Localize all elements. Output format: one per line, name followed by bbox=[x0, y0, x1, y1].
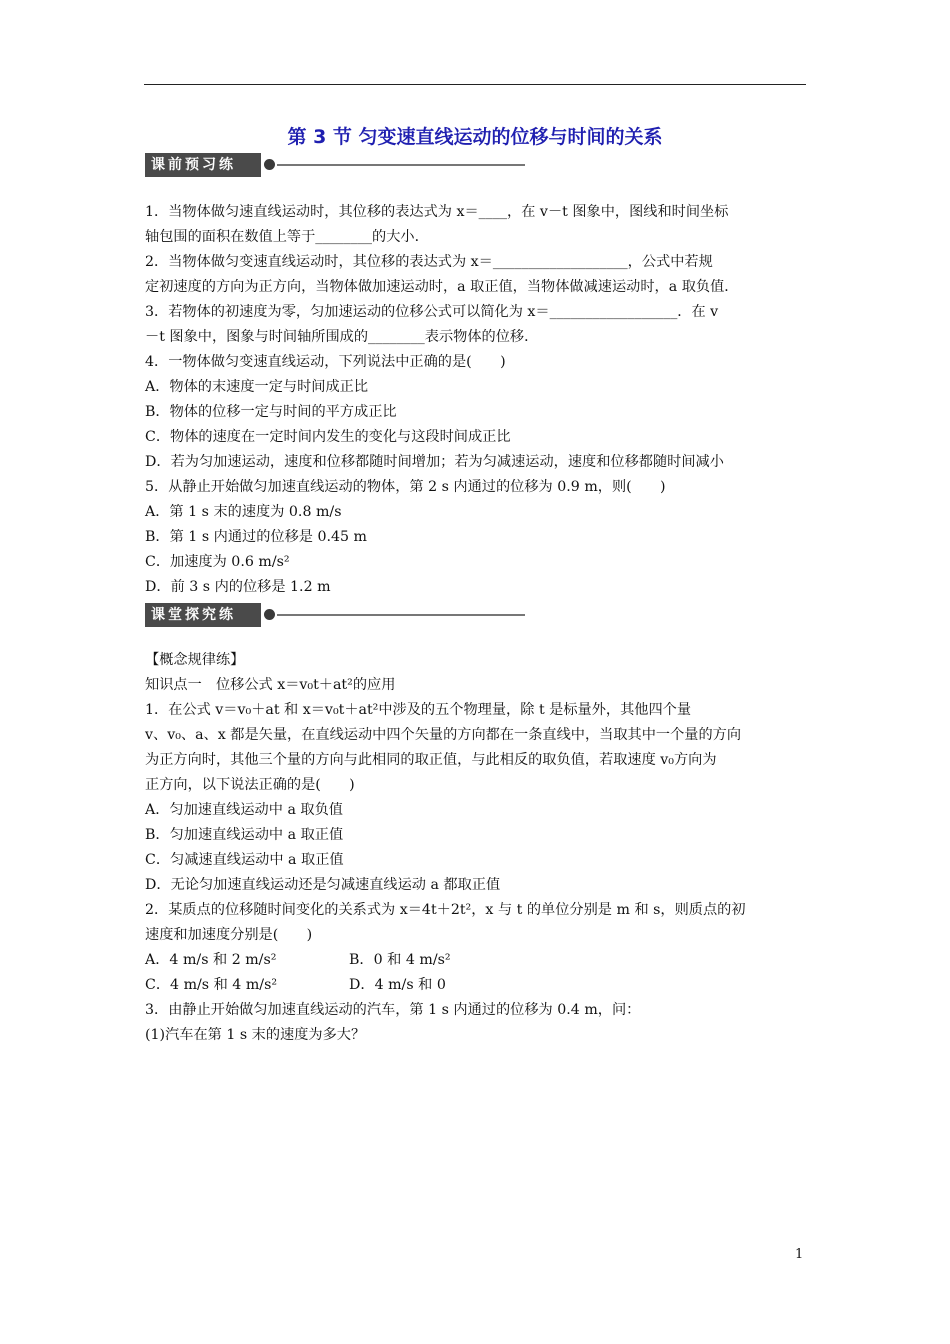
option-text: A．4 m/s 和 2 m/s² bbox=[145, 952, 277, 968]
text-line: D．无论匀加速直线运动还是匀减速直线运动 a 都取正值 bbox=[145, 877, 501, 893]
text-line: 2．当物体做匀变速直线运动时，其位移的表达式为 x＝___________________，公式中若规 bbox=[145, 254, 713, 270]
text-line: 正方向，以下说法正确的是( ) bbox=[145, 777, 355, 793]
bullet-dot-icon bbox=[263, 158, 276, 171]
text-line: 3．若物体的初速度为零，匀加速运动的位移公式可以简化为 x＝__________________．在 v bbox=[145, 304, 719, 320]
text-line: v、v₀、a、x 都是矢量，在直线运动中四个矢量的方向都在一条直线中，当取其中一个量的方向 bbox=[145, 727, 742, 743]
text-line: 5．从静止开始做匀加速直线运动的物体，第 2 s 内通过的位移为 0.9 m，则( ) bbox=[145, 479, 666, 495]
text-line: 为正方向时，其他三个量的方向与此相同的取正值，与此相反的取负值，若取速度 v₀方向为 bbox=[145, 752, 717, 768]
option-text: C．4 m/s 和 4 m/s² bbox=[145, 977, 278, 993]
text-line: C．加速度为 0.6 m/s² bbox=[145, 554, 290, 570]
text-line: B．匀加速直线运动中 a 取正值 bbox=[145, 827, 344, 843]
text-line: 1．当物体做匀速直线运动时，其位移的表达式为 x＝____，在 v－t 图象中，图线和时间坐标 bbox=[145, 204, 729, 220]
options-row bbox=[145, 973, 810, 998]
section-header-preview bbox=[145, 153, 525, 177]
option-text: D．4 m/s 和 0 bbox=[349, 977, 446, 993]
text-line: C．物体的速度在一定时间内发生的变化与这段时间成正比 bbox=[145, 429, 511, 445]
text-line: 2．某质点的位移随时间变化的关系式为 x＝4t＋2t²，x 与 t 的单位分别是 m 和 s，则质点的初 bbox=[145, 902, 746, 918]
text-line: A．物体的末速度一定与时间成正比 bbox=[145, 379, 369, 395]
section-header-classroom bbox=[145, 603, 525, 627]
text-line: 4．一物体做匀变速直线运动，下列说法中正确的是( ) bbox=[145, 354, 506, 370]
options-row bbox=[145, 948, 810, 973]
section-classroom-body bbox=[145, 648, 810, 1048]
text-line: C．匀减速直线运动中 a 取正值 bbox=[145, 852, 344, 868]
bullet-dot-icon bbox=[263, 608, 276, 621]
text-line: B．第 1 s 内通过的位移是 0.45 m bbox=[145, 529, 368, 545]
text-line: 【概念规律练】 bbox=[145, 652, 245, 668]
text-line: 3．由静止开始做匀加速直线运动的汽车，第 1 s 内通过的位移为 0.4 m，问： bbox=[145, 1002, 641, 1018]
section-header-rule bbox=[277, 614, 525, 616]
section-header-label: 课堂探究练 bbox=[145, 603, 261, 627]
text-line: D．前 3 s 内的位移是 1.2 m bbox=[145, 579, 331, 595]
text-line: 知识点一 位移公式 x＝v₀t＋at²的应用 bbox=[145, 677, 396, 693]
text-line: B．物体的位移一定与时间的平方成正比 bbox=[145, 404, 397, 420]
text-line: 1．在公式 v＝v₀＋at 和 x＝v₀t＋at²中涉及的五个物理量，除 t 是标量外，其他四个量 bbox=[145, 702, 692, 718]
page-number: 1 bbox=[795, 1247, 804, 1262]
section-header-label: 课前预习练 bbox=[145, 153, 261, 177]
page-title: 第 3 节 匀变速直线运动的位移与时间的关系 bbox=[287, 126, 663, 148]
text-line: D．若为匀加速运动，速度和位移都随时间增加；若为匀减速运动，速度和位移都随时间减小 bbox=[145, 454, 724, 470]
option-text: B．0 和 4 m/s² bbox=[349, 952, 451, 968]
text-line: 定初速度的方向为正方向，当物体做加速运动时，a 取正值，当物体做减速运动时，a 取负值． bbox=[145, 279, 739, 295]
section-preview-body bbox=[145, 200, 810, 600]
text-line: 轴包围的面积在数值上等于________的大小． bbox=[145, 229, 429, 245]
section-header-rule bbox=[277, 164, 525, 166]
header-rule bbox=[144, 84, 806, 85]
text-line: (1)汽车在第 1 s 末的速度为多大？ bbox=[145, 1027, 366, 1043]
text-line: A．匀加速直线运动中 a 取负值 bbox=[145, 802, 343, 818]
text-line: A．第 1 s 末的速度为 0.8 m/s bbox=[145, 504, 342, 520]
text-line: －t 图象中，图象与时间轴所围成的________表示物体的位移． bbox=[145, 329, 539, 345]
text-line: 速度和加速度分别是( ) bbox=[145, 927, 313, 943]
